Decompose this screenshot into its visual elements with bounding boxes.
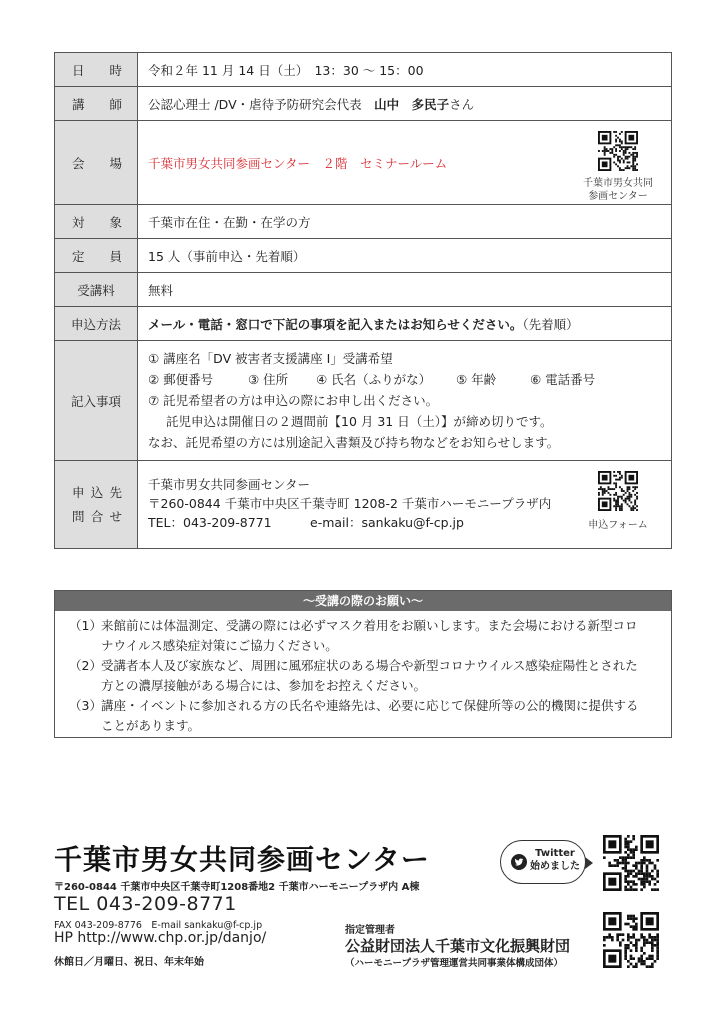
info-table: [54, 52, 672, 549]
entries-line2: ② 郵便番号 ③ 住所 ④ 氏名（ふりがな） ⑤ 年齢 ⑥ 電話番号: [148, 372, 596, 387]
row-lecturer: [55, 87, 672, 121]
value-contact: 千葉市男女共同参画センター 〒260-0844 千葉市中央区千葉寺町 1208-2 千葉市ハーモニープラザ内 TEL：043-209-8771 e-mail：sankaku@f-cp.jp 申込フォーム: [138, 461, 672, 549]
notice-box: [54, 590, 672, 738]
list-item: （2） 受講者本人及び家族など、周囲に風邪症状のある場合や新型コロナウイルス感染症陽性とされた 方との濃厚接触がある場合には、参加をお控えください。: [69, 658, 638, 693]
value-lecturer: 公認心理士 /DV・虐待予防研究会代表 山中 多民子さん: [138, 87, 672, 121]
qr-code-icon[interactable]: [603, 835, 659, 891]
org-name: 千葉市男女共同参画センター: [54, 843, 430, 876]
row-contact: [55, 461, 672, 549]
lecturer-name: 山中 多民子: [374, 96, 450, 112]
value-capacity: 15 人（事前申込・先着順）: [138, 239, 672, 273]
org-tel[interactable]: TEL 043-209-8771: [54, 893, 237, 915]
manager-name: 公益財団法人千葉市文化振興財団: [345, 937, 571, 955]
value-entries: ① 講座名「DV 被害者支援講座 Ⅰ」受講希望 ② 郵便番号 ③ 住所 ④ 氏名（ふりがな） ⑤ 年齢 ⑥ 電話番号 ⑦ 託児希望者の方は申込の際にお申し出ください。 託児申込は開催日の２週間前【10 月 31 日（土）】が締め切りです。 なお、託児希望の方には別途記入書類及び持ち物などをお知らせします。: [138, 341, 672, 461]
contact-email[interactable]: e-mail：sankaku@f-cp.jp: [310, 515, 464, 530]
qr-code-icon[interactable]: [603, 912, 659, 968]
form-qr-caption: 申込フォーム: [588, 520, 648, 531]
value-fee: 無料: [138, 273, 672, 307]
row-target: [55, 205, 672, 239]
value-venue: [138, 121, 672, 205]
venue-name: 千葉市男女共同参画センター ２階 セミナールーム: [148, 155, 448, 171]
row-fee: [55, 273, 672, 307]
label-contact: 申 込 先 問 合 せ: [55, 461, 138, 549]
org-address: 〒260-0844 千葉市中央区千葉寺町1208番地2 千葉市ハーモニープラザ内 A棟: [54, 882, 420, 893]
label-target: 対 象: [55, 205, 138, 239]
venue-qr-caption: 千葉市男女共同 参画センター: [583, 178, 653, 202]
label-lecturer: 講 師: [55, 87, 138, 121]
twitter-bird-icon: [511, 854, 527, 870]
org-homepage-link[interactable]: HP http://www.chp.or.jp/danjo/: [54, 930, 267, 946]
notice-list: [55, 611, 671, 736]
twitter-bubble[interactable]: Twitter 始めました: [500, 840, 586, 884]
label-datetime: 日 時: [55, 53, 138, 87]
row-apply-method: [55, 307, 672, 341]
manager-label: 指定管理者: [345, 925, 395, 936]
label-entries: 記入事項: [55, 341, 138, 461]
notice-title: 〜受講の際のお願い〜: [55, 591, 671, 611]
row-capacity: [55, 239, 672, 273]
qr-code-icon[interactable]: [598, 471, 638, 511]
label-fee: 受講料: [55, 273, 138, 307]
row-entries: [55, 341, 672, 461]
list-item: （1） 来館前には体温測定、受講の際には必ずマスク着用をお願いします。また会場における新型コロ ナウイルス感染症対策にご協力ください。: [69, 618, 638, 653]
org-closed-days: 休館日／月曜日、祝日、年末年始: [54, 957, 204, 968]
label-capacity: 定 員: [55, 239, 138, 273]
manager-sub: （ハーモニープラザ管理運営共同事業体構成団体）: [345, 958, 564, 969]
list-item: （3） 講座・イベントに参加される方の氏名や連絡先は、必要に応じて保健所等の公的機関に提供する ことがあります。: [69, 698, 639, 733]
org-fax-mail: FAX 043-209-8776 E-mail sankaku@f-cp.jp: [54, 920, 263, 931]
row-datetime: [55, 53, 672, 87]
label-apply-method: 申込方法: [55, 307, 138, 341]
label-venue: 会 場: [55, 121, 138, 205]
value-datetime: 令和２年 11 月 14 日（土） 13：30 〜 15：00: [138, 53, 672, 87]
value-apply-method: メール・電話・窓口で下記の事項を記入またはお知らせください。（先着順）: [138, 307, 672, 341]
row-venue: [55, 121, 672, 205]
qr-code-icon[interactable]: [598, 131, 638, 171]
value-target: 千葉市在住・在勤・在学の方: [138, 205, 672, 239]
